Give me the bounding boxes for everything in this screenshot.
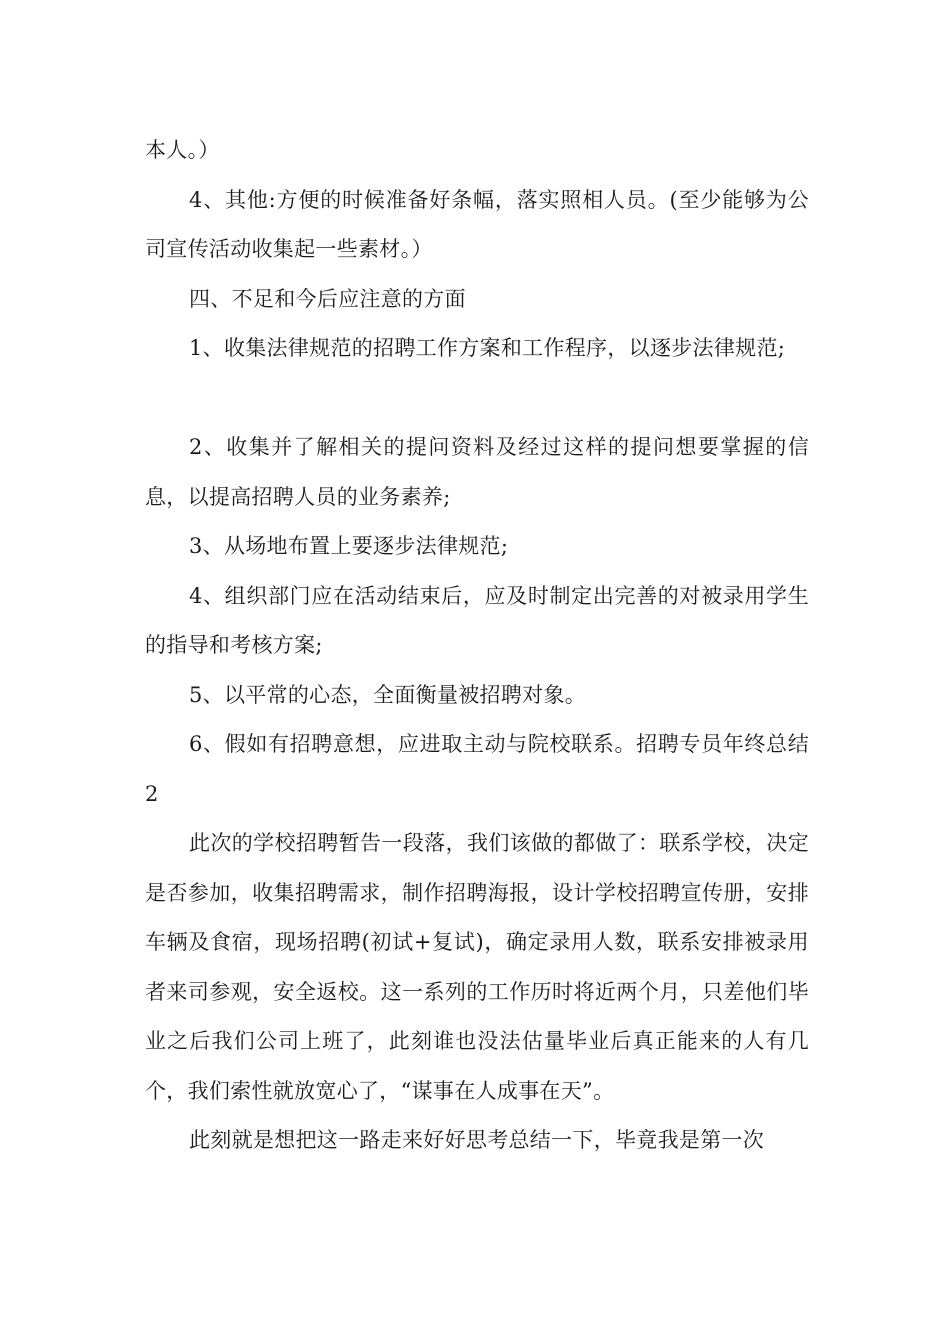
paragraph-item-6: 6、假如有招聘意想，应进取主动与院校联系。招聘专员年终总结2 xyxy=(145,732,809,806)
paragraph-1: 本人。） xyxy=(145,138,220,162)
document-body xyxy=(145,126,809,1166)
paragraph-item-3: 3、从场地布置上要逐步法律规范; xyxy=(189,534,509,558)
section-heading: 四、不足和今后应注意的方面 xyxy=(189,286,466,311)
paragraph-item-4: 4、组织部门应在活动结束后，应及时制定出完善的对被录用学生的指导和考核方案; xyxy=(145,583,809,657)
paragraph-item-2: 2、收集并了解相关的提问资料及经过这样的提问想要掌握的信息，以提高招聘人员的业务素养; xyxy=(145,435,809,509)
paragraph-item-5: 5、以平常的心态，全面衡量被招聘对象。 xyxy=(189,682,587,707)
paragraph-2: 4、其他:方便的时候准备好条幅，落实照相人员。(至少能够为公司宣传活动收集起一些素材。） xyxy=(145,187,809,261)
paragraph-reflection: 此刻就是想把这一路走来好好思考总结一下，毕竟我是第一次 xyxy=(189,1128,765,1152)
paragraph-item-1: 1、收集法律规范的招聘工作方案和工作程序，以逐步法律规范; xyxy=(189,336,786,360)
paragraph-summary: 此次的学校招聘暂告一段落，我们该做的都做了：联系学校，决定是否参加，收集招聘需求，制作招聘海报，设计学校招聘宣传册，安排车辆及食宿，现场招聘(初试+复试)，确定录用人数，联系安排被录用者来司参观，安全返校。这一系列的工作历时将近两个月，只差他们毕业之后我们公司上班了，此刻谁也没法估量毕业后真正能来的人有几个，我们索性就放宽心了，“谋事在人成事在天”。 xyxy=(145,831,809,1103)
